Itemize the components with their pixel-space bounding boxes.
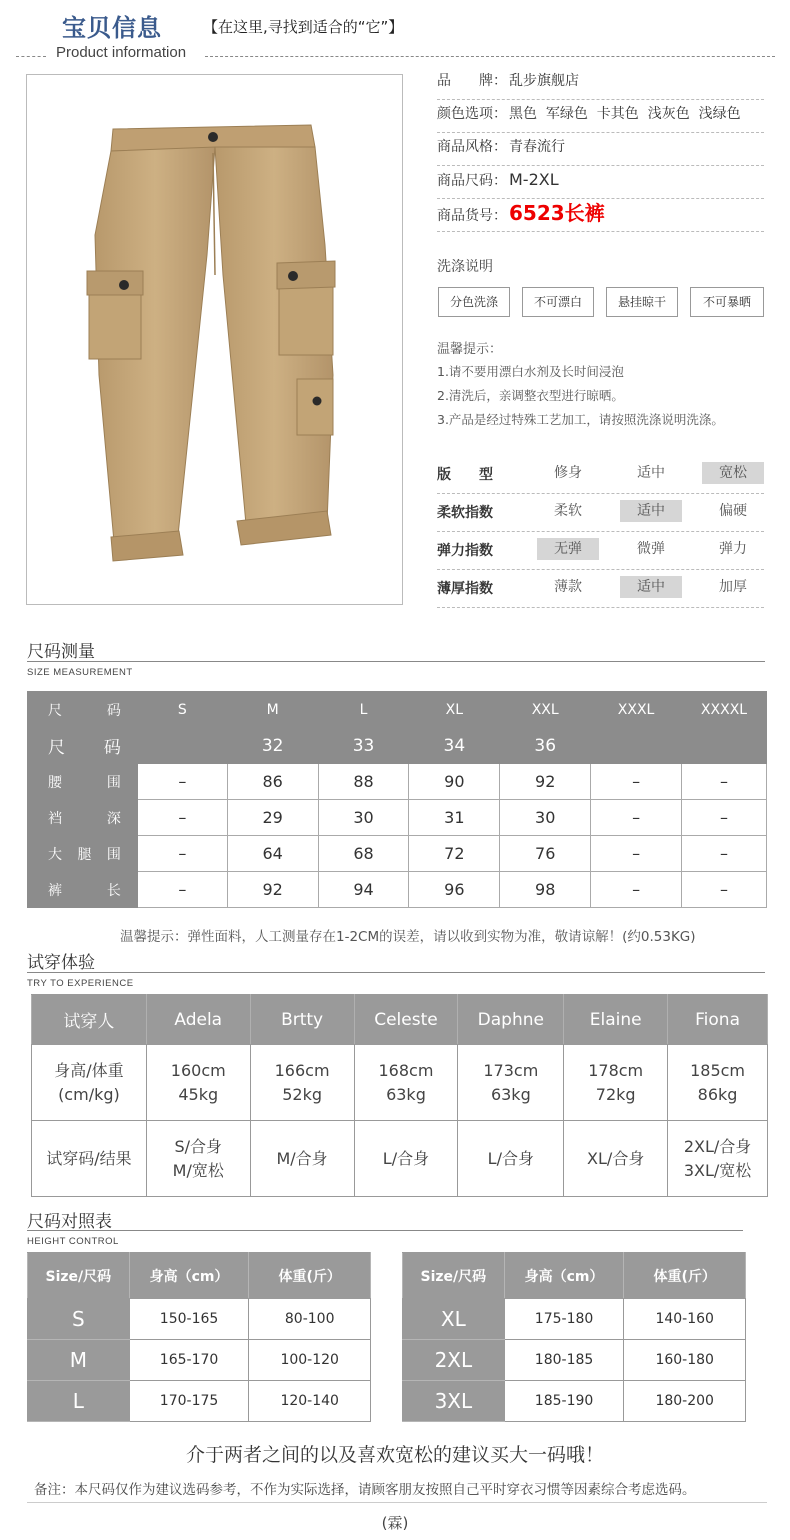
- cell: 长: [106, 882, 121, 899]
- cell: 大: [48, 846, 62, 863]
- cell: XL/合身: [587, 1148, 645, 1168]
- cell: M/合身: [276, 1148, 328, 1168]
- table-row: [28, 764, 767, 800]
- section-title-en: HEIGHT CONTROL: [27, 1236, 119, 1247]
- info-value-sku: 6523长裤: [509, 201, 605, 225]
- fit-option: 薄款: [554, 579, 582, 595]
- fit-row-cut: [437, 456, 764, 494]
- cell: 裆: [48, 810, 62, 827]
- info-key: 商品风格：: [437, 139, 507, 155]
- section-title-en: TRY TO EXPERIENCE: [27, 978, 134, 989]
- cell: 围: [106, 846, 121, 863]
- cell: 180-185: [504, 1340, 624, 1381]
- divider: [205, 56, 775, 57]
- info-row-size: [437, 165, 764, 199]
- cell: 身高/体重: [54, 1060, 124, 1080]
- section-title-try: 试穿体验: [27, 953, 95, 973]
- cell: 160-180: [624, 1340, 746, 1381]
- cell: 30: [318, 800, 409, 836]
- cell: –: [137, 872, 227, 908]
- cell: 173cm: [483, 1060, 539, 1080]
- cell: Size/尺码: [28, 1253, 130, 1299]
- wash-item: 分色洗涤: [438, 287, 510, 317]
- footer-mark: (霖): [381, 1514, 409, 1532]
- divider: [27, 1502, 767, 1503]
- fit-option: 柔软: [554, 503, 582, 519]
- cell: 体重(斤）: [624, 1253, 746, 1299]
- size-remark: 备注：本尺码仅作为建议选码参考，不作为实际选择，请顾客朋友按照自己平时穿衣习惯等因素综合考虑选码。: [34, 1482, 696, 1498]
- fit-option-selected: 适中: [620, 500, 682, 522]
- size-cell: XL: [409, 692, 500, 728]
- cell: 168cm: [378, 1060, 434, 1080]
- cell: –: [591, 764, 682, 800]
- cell: 33: [318, 728, 409, 764]
- fit-option: 微弹: [637, 541, 665, 557]
- info-key: 商品货号：: [437, 208, 507, 224]
- cell: 32: [227, 728, 318, 764]
- table-row: [403, 1299, 746, 1340]
- cell: 29: [227, 800, 318, 836]
- cell: 尺: [48, 738, 65, 758]
- size-cell: XXXL: [591, 692, 682, 728]
- table-row: [28, 1340, 371, 1381]
- section-title-en: Product information: [56, 44, 187, 61]
- cell: 围: [106, 774, 121, 791]
- wash-item: 不可暴晒: [690, 287, 764, 317]
- tip-line: 2.清洗后，亲调整衣型进行晾晒。: [437, 388, 624, 403]
- info-value: 青春流行: [509, 139, 565, 155]
- cell: 尺: [48, 702, 62, 719]
- size-number-row: [28, 728, 767, 764]
- cell: Celeste: [354, 995, 458, 1045]
- cell: 86: [227, 764, 318, 800]
- cell: 试穿人: [32, 995, 147, 1045]
- wash-item: 悬挂晾干: [606, 287, 678, 317]
- cell: Size/尺码: [403, 1253, 505, 1299]
- fit-option-selected: 适中: [620, 576, 682, 598]
- cell: L/合身: [382, 1148, 430, 1168]
- cell: 166cm: [274, 1060, 330, 1080]
- cell: 76: [500, 836, 591, 872]
- fit-option: 适中: [637, 465, 665, 481]
- cell: –: [682, 800, 767, 836]
- cell: M: [28, 1340, 130, 1381]
- size-note: 温馨提示：弹性面料，人工测量存在1-2CM的误差，请以收到实物为准，敬请谅解！(约0.53KG): [120, 929, 696, 945]
- section-title-height: 尺码对照表: [27, 1212, 112, 1232]
- wash-title: 洗涤说明: [437, 259, 493, 275]
- cell: L: [28, 1381, 130, 1422]
- fit-label: 柔软指数: [437, 505, 493, 521]
- size-cell: L: [318, 692, 409, 728]
- cell: 150-165: [129, 1299, 249, 1340]
- cell: 64: [227, 836, 318, 872]
- cell: 72: [409, 836, 500, 872]
- cell: 120-140: [249, 1381, 371, 1422]
- info-value: 黑色 军绿色 卡其色 浅灰色 浅绿色: [509, 106, 741, 122]
- table-row: [32, 1045, 768, 1121]
- table-row: [403, 1381, 746, 1422]
- cell: 92: [227, 872, 318, 908]
- cell: 92: [500, 764, 591, 800]
- try-header-row: [32, 995, 768, 1045]
- cargo-pants-illustration: [27, 75, 404, 606]
- cell: Fiona: [668, 995, 768, 1045]
- cell: 试穿码/结果: [32, 1121, 147, 1197]
- cell: 88: [318, 764, 409, 800]
- cell: 2XL: [403, 1340, 505, 1381]
- fit-option: 加厚: [719, 579, 747, 595]
- cell: 52kg: [282, 1084, 322, 1104]
- cell: Daphne: [458, 995, 564, 1045]
- size-advice: 介于两者之间的以及喜欢宽松的建议买大一码哦！: [185, 1444, 604, 1466]
- cell: 裤: [48, 882, 62, 899]
- cell: –: [591, 836, 682, 872]
- table-row: [28, 1299, 371, 1340]
- tip-line: 1.请不要用漂白水剂及长时间浸泡: [437, 364, 624, 379]
- cell: 36: [500, 728, 591, 764]
- cell: 45kg: [178, 1084, 219, 1104]
- cell: 3XL/宽松: [683, 1160, 752, 1180]
- fit-row-thickness: [437, 570, 764, 608]
- cell: 31: [409, 800, 500, 836]
- cell: 63kg: [490, 1084, 531, 1104]
- cell: –: [682, 872, 767, 908]
- cell: –: [591, 800, 682, 836]
- cell: S/合身: [174, 1136, 223, 1156]
- cell: 165-170: [129, 1340, 249, 1381]
- divider: [27, 1230, 743, 1231]
- cell: –: [137, 800, 227, 836]
- fit-label: 弹力指数: [437, 543, 493, 559]
- cell: 2XL/合身: [683, 1136, 752, 1156]
- cell: 185-190: [504, 1381, 624, 1422]
- fit-row-softness: [437, 494, 764, 532]
- cell: [591, 728, 682, 764]
- cell: 34: [409, 728, 500, 764]
- cell: 100-120: [249, 1340, 371, 1381]
- cell: 98: [500, 872, 591, 908]
- tip-line: 3.产品是经过特殊工艺加工，请按照洗涤说明洗涤。: [437, 412, 724, 427]
- cell: –: [137, 836, 227, 872]
- size-header-row: [28, 692, 767, 728]
- fit-row-elasticity: [437, 532, 764, 570]
- cell: –: [591, 872, 682, 908]
- info-value: 乱步旗舰店: [509, 73, 579, 89]
- cell: 腿: [77, 846, 92, 863]
- cell: 86kg: [697, 1084, 738, 1104]
- table-row: [28, 872, 767, 908]
- divider: [16, 56, 46, 57]
- divider: [27, 972, 765, 973]
- hc-header-row: [403, 1253, 746, 1299]
- section-title-size: 尺码测量: [27, 642, 95, 662]
- cell: 170-175: [129, 1381, 249, 1422]
- cell: 178cm: [588, 1060, 644, 1080]
- fit-option: 偏硬: [719, 503, 747, 519]
- cell: 80-100: [249, 1299, 371, 1340]
- cell: 腰: [48, 774, 62, 791]
- table-row: [28, 1381, 371, 1422]
- height-control-table-left: [27, 1252, 371, 1422]
- size-cell: M: [227, 692, 318, 728]
- cell: –: [137, 764, 227, 800]
- cell: 160cm: [170, 1060, 226, 1080]
- cell: Brtty: [250, 995, 354, 1045]
- table-row: [28, 800, 767, 836]
- size-cell: XXXXL: [682, 692, 767, 728]
- fit-option-selected: 宽松: [702, 462, 764, 484]
- cell: 身高（cm）: [504, 1253, 624, 1299]
- info-row-sku: [437, 198, 764, 232]
- section-subtitle: 【在这里,寻找到适合的“它”】: [203, 18, 404, 36]
- cell: 175-180: [504, 1299, 624, 1340]
- cell: 140-160: [624, 1299, 746, 1340]
- table-row: [28, 836, 767, 872]
- cell: 体重(斤）: [249, 1253, 371, 1299]
- cell: 94: [318, 872, 409, 908]
- cell: 68: [318, 836, 409, 872]
- size-table: [27, 691, 767, 908]
- cell: 72kg: [595, 1084, 636, 1104]
- fit-option: 弹力: [719, 541, 747, 557]
- try-on-table: [31, 994, 768, 1197]
- table-row: [403, 1340, 746, 1381]
- product-image: [26, 74, 403, 605]
- cell: 96: [409, 872, 500, 908]
- cell: [137, 728, 227, 764]
- cell: 码: [106, 702, 121, 719]
- cell: 180-200: [624, 1381, 746, 1422]
- cell: 身高（cm）: [129, 1253, 249, 1299]
- table-row: [32, 1121, 768, 1197]
- info-key: 商品尺码：: [437, 173, 507, 189]
- cell: –: [682, 764, 767, 800]
- fit-option-selected: 无弹: [537, 538, 599, 560]
- cell: 3XL: [403, 1381, 505, 1422]
- fit-option: 修身: [554, 465, 582, 481]
- height-control-table-right: [402, 1252, 746, 1422]
- tips-title: 温馨提示：: [437, 342, 503, 357]
- cell: (cm/kg): [58, 1084, 120, 1104]
- cell: –: [682, 836, 767, 872]
- info-value: M-2XL: [509, 170, 559, 189]
- info-row-style: [437, 132, 764, 166]
- cell: Adela: [146, 995, 250, 1045]
- info-row-colors: [437, 99, 764, 133]
- info-key: 品 牌：: [437, 73, 507, 89]
- divider: [27, 661, 765, 662]
- wash-item: 不可漂白: [522, 287, 594, 317]
- size-cell: XXL: [500, 692, 591, 728]
- fit-label: 版 型: [437, 467, 493, 483]
- cell: XL: [403, 1299, 505, 1340]
- info-key: 颜色选项：: [437, 106, 507, 122]
- cell: S: [28, 1299, 130, 1340]
- cell: [682, 728, 767, 764]
- cell: 90: [409, 764, 500, 800]
- cell: Elaine: [564, 995, 668, 1045]
- fit-label: 薄厚指数: [437, 581, 493, 597]
- section-title-product-info: 宝贝信息: [62, 14, 162, 42]
- size-cell: S: [137, 692, 227, 728]
- cell: 63kg: [386, 1084, 426, 1104]
- cell: 码: [103, 738, 121, 758]
- cell: 30: [500, 800, 591, 836]
- section-title-en: SIZE MEASUREMENT: [27, 667, 133, 678]
- cell: L/合身: [487, 1148, 534, 1168]
- cell: 深: [106, 810, 121, 827]
- hc-header-row: [28, 1253, 371, 1299]
- cell: 185cm: [690, 1060, 746, 1080]
- info-row-brand: [437, 66, 764, 100]
- cell: M/宽松: [172, 1160, 224, 1180]
